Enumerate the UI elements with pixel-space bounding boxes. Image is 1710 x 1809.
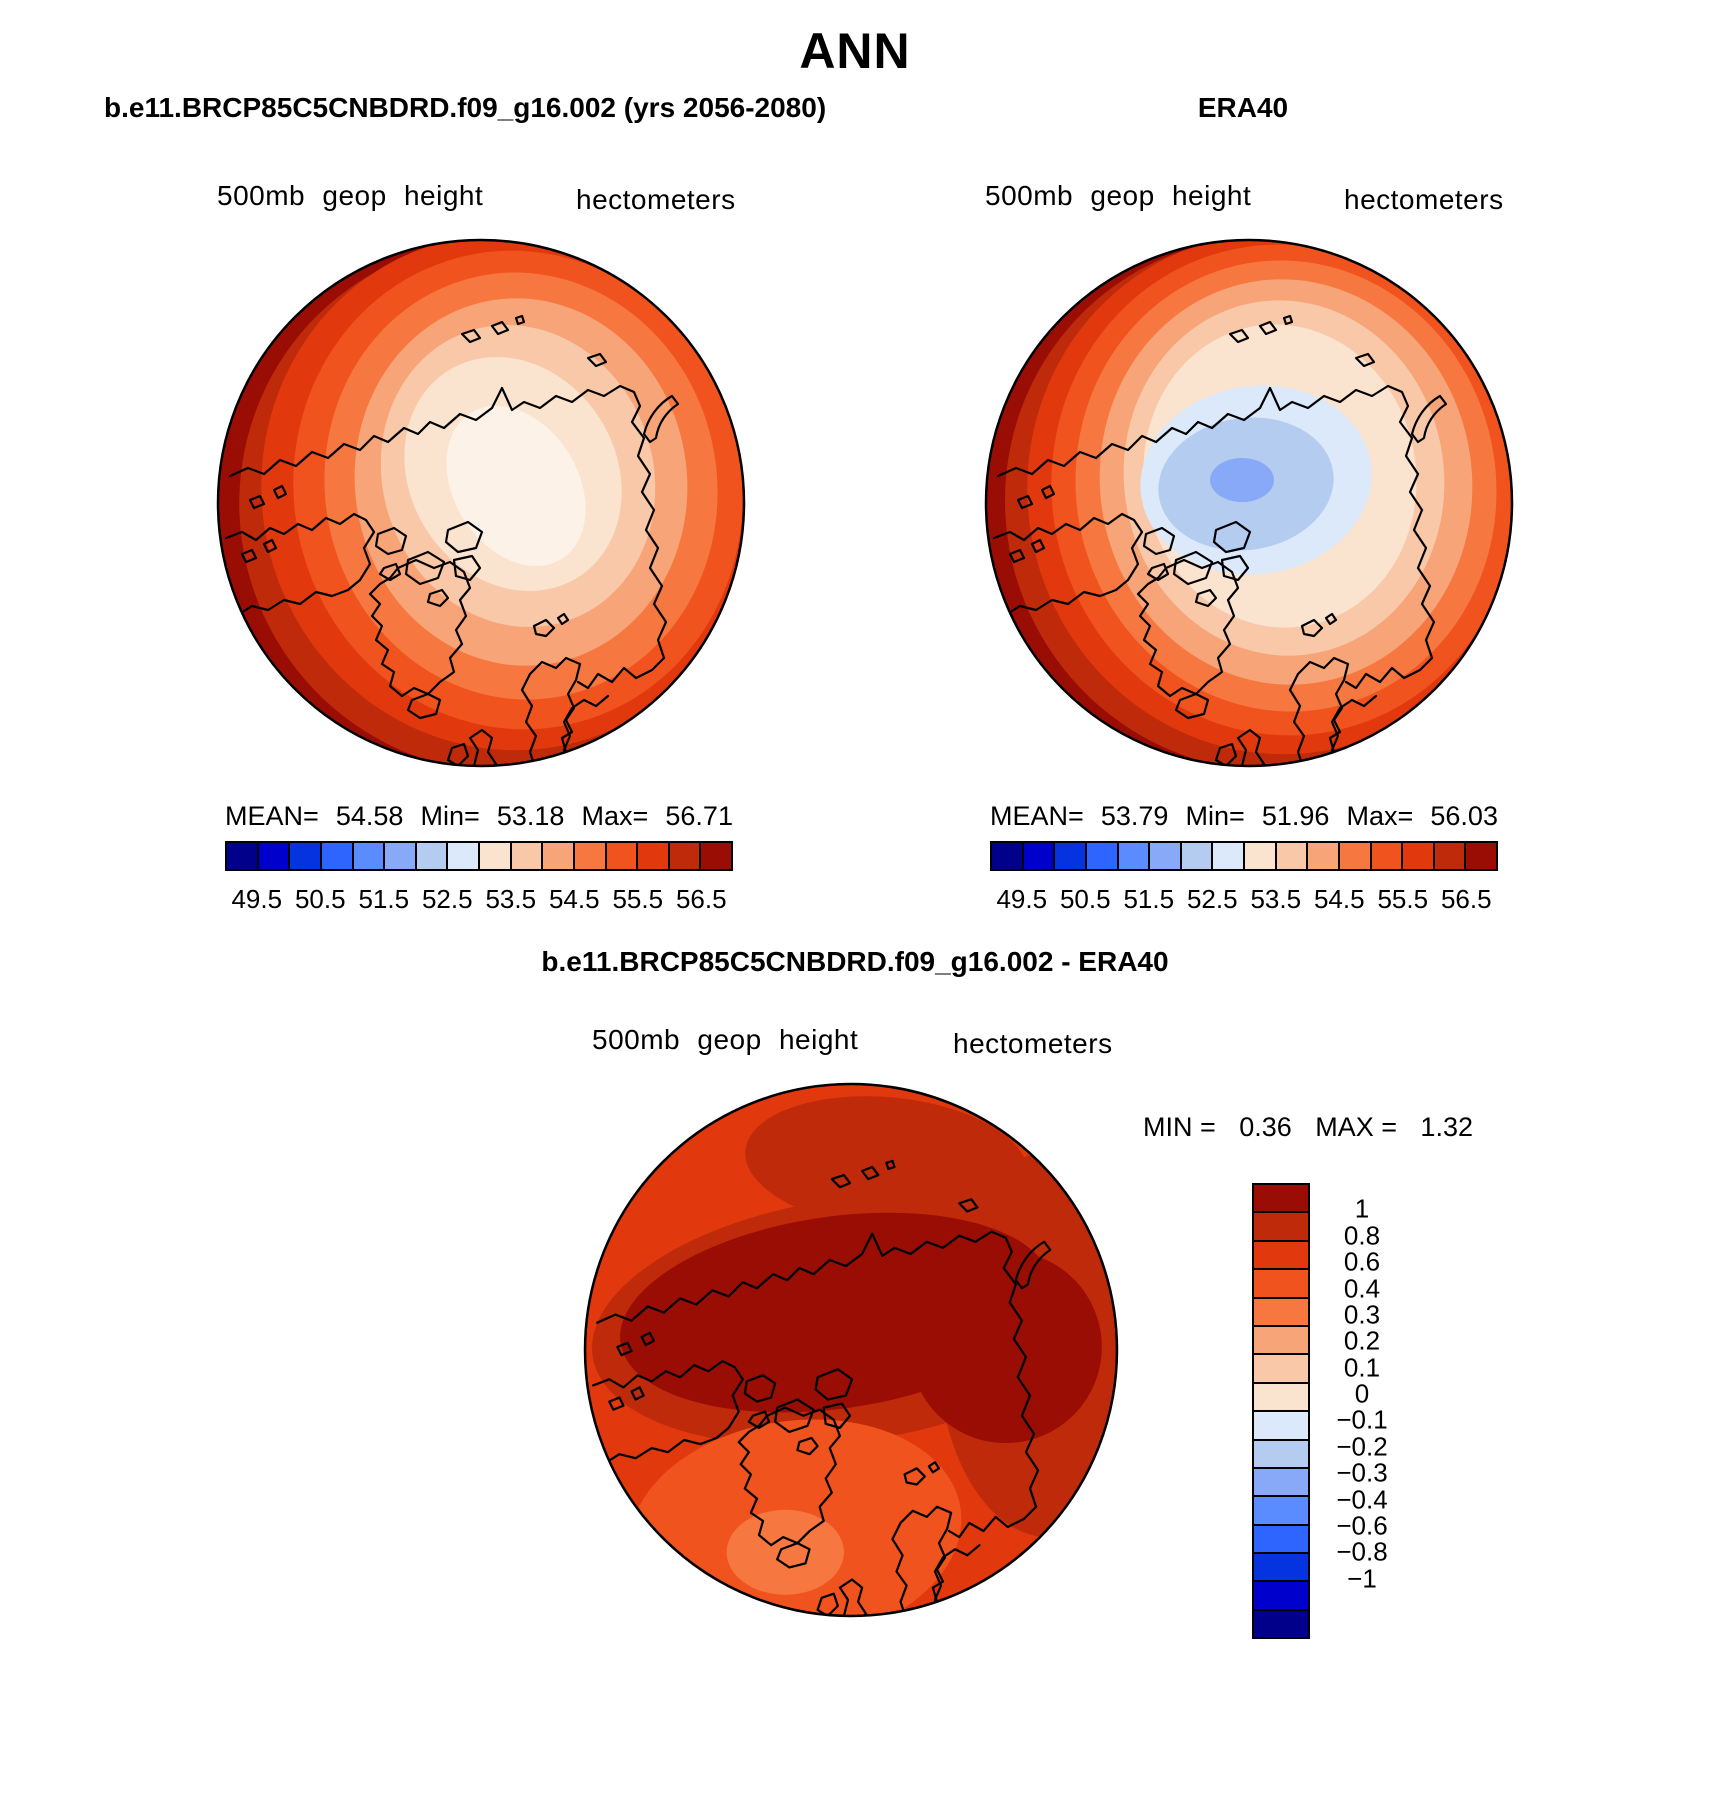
colorbar-tick-label: −0.8 xyxy=(1336,1536,1388,1567)
page-title: ANN xyxy=(799,23,911,79)
diff-field-label: 500mb geop height xyxy=(592,1024,859,1055)
colorbar-cell xyxy=(990,841,1024,871)
colorbar-cell xyxy=(288,841,322,871)
colorbar-cell xyxy=(1252,1609,1310,1639)
colorbar-cell xyxy=(541,841,575,871)
colorbar-tick-label: −0.2 xyxy=(1336,1431,1388,1462)
colorbar-cell xyxy=(1275,841,1309,871)
min-label: Min= xyxy=(420,801,480,831)
colorbar-tick-label: 55.5 xyxy=(612,884,664,914)
colorbar-cell xyxy=(1401,841,1435,871)
mean-label: MEAN= xyxy=(225,801,319,831)
colorbar-tick-label: 49.5 xyxy=(996,884,1048,914)
model-header: b.e11.BRCP85C5CNBDRD.f09_g16.002 (yrs 2056-2080) xyxy=(104,92,827,123)
colorbar-cell xyxy=(1306,841,1340,871)
colorbar-tick-label: 54.5 xyxy=(548,884,600,914)
colorbar-cell xyxy=(225,841,259,871)
era40-units-label: hectometers xyxy=(1344,184,1504,215)
max-label: Max= xyxy=(581,801,649,831)
colorbar-tick-label: 0.2 xyxy=(1343,1325,1381,1356)
colorbar-cell xyxy=(1338,841,1372,871)
colorbar-tick-label: 0.8 xyxy=(1343,1220,1381,1251)
colorbar-cell xyxy=(1022,841,1056,871)
era40-colorbar-ticks xyxy=(990,884,1498,914)
colorbar-cell xyxy=(605,841,639,871)
colorbar-cell xyxy=(1243,841,1277,871)
colorbar-cell xyxy=(1211,841,1245,871)
colorbar-cell xyxy=(383,841,417,871)
colorbar-tick-label: 56.5 xyxy=(1440,884,1492,914)
mean-label: MEAN= xyxy=(990,801,1084,831)
colorbar-tick-label: 52.5 xyxy=(1186,884,1238,914)
max-label: MAX = xyxy=(1315,1112,1397,1142)
min-value: 0.36 xyxy=(1239,1112,1292,1142)
colorbar-cell xyxy=(1433,841,1467,871)
era40-map-globe xyxy=(984,238,1514,768)
colorbar-tick-label: 53.5 xyxy=(485,884,537,914)
colorbar-tick-label: 51.5 xyxy=(1123,884,1175,914)
min-label: Min= xyxy=(1185,801,1245,831)
colorbar-tick-label: 54.5 xyxy=(1313,884,1365,914)
diff-colorbar-ticks xyxy=(1252,1183,1412,1605)
globe-era40-svg xyxy=(984,238,1514,768)
min-value: 51.96 xyxy=(1261,801,1330,831)
model-stats xyxy=(225,801,733,832)
model-colorbar-ticks xyxy=(225,884,733,914)
colorbar-cell xyxy=(446,841,480,871)
model-map-globe xyxy=(216,238,746,768)
min-label: MIN = xyxy=(1143,1112,1216,1142)
colorbar-tick-label: 56.5 xyxy=(675,884,727,914)
colorbar-tick-label: −0.4 xyxy=(1336,1484,1388,1514)
globe-model-svg xyxy=(216,238,746,768)
colorbar-tick-label: 0.1 xyxy=(1343,1352,1381,1383)
colorbar-tick-label: 50.5 xyxy=(1059,884,1111,914)
era40-header: ERA40 xyxy=(1197,92,1289,123)
colorbar-tick-label: 53.5 xyxy=(1250,884,1302,914)
colorbar-cell xyxy=(1148,841,1182,871)
colorbar-cell xyxy=(1117,841,1151,871)
colorbar-tick-label: 0.4 xyxy=(1343,1273,1381,1303)
colorbar-cell xyxy=(699,841,733,871)
colorbar-tick-label: 49.5 xyxy=(231,884,283,914)
globe-diff-svg xyxy=(583,1082,1119,1618)
colorbar-tick-label: −0.3 xyxy=(1336,1457,1388,1488)
colorbar-cell xyxy=(320,841,354,871)
contour-band xyxy=(910,1251,1102,1443)
era40-stats xyxy=(990,801,1498,832)
colorbar-cell xyxy=(1370,841,1404,871)
max-label: Max= xyxy=(1346,801,1414,831)
colorbar-cell xyxy=(352,841,386,871)
colorbar-cell xyxy=(636,841,670,871)
colorbar-cell xyxy=(1464,841,1498,871)
colorbar-cell xyxy=(415,841,449,871)
model-colorbar xyxy=(225,841,733,871)
model-field-label: 500mb geop height xyxy=(217,180,484,211)
colorbar-tick-label: 0 xyxy=(1354,1378,1370,1409)
colorbar-cell xyxy=(257,841,291,871)
colorbar-cell xyxy=(478,841,512,871)
colorbar-cell xyxy=(510,841,544,871)
colorbar-tick-label: 50.5 xyxy=(294,884,346,914)
era40-field-label: 500mb geop height xyxy=(985,180,1252,211)
mean-value: 53.79 xyxy=(1100,801,1169,831)
diff-units-label: hectometers xyxy=(953,1028,1113,1059)
model-units-label: hectometers xyxy=(576,184,736,215)
contour-band xyxy=(727,1510,844,1595)
era40-colorbar xyxy=(990,841,1498,871)
contour-band xyxy=(1210,458,1274,502)
colorbar-cell xyxy=(1053,841,1087,871)
colorbar-cell xyxy=(668,841,702,871)
min-value: 53.18 xyxy=(496,801,565,831)
colorbar-tick-label: 51.5 xyxy=(358,884,410,914)
colorbar-tick-label: 55.5 xyxy=(1377,884,1429,914)
colorbar-tick-label: 0.3 xyxy=(1343,1299,1381,1330)
colorbar-tick-label: −0.1 xyxy=(1336,1404,1388,1435)
colorbar-tick-label: −1 xyxy=(1347,1563,1377,1594)
colorbar-tick-label: 52.5 xyxy=(421,884,473,914)
diff-stats xyxy=(1143,1112,1473,1143)
colorbar-tick-label: −0.6 xyxy=(1336,1510,1388,1541)
colorbar-cell xyxy=(1180,841,1214,871)
max-value: 1.32 xyxy=(1420,1112,1473,1142)
colorbar-cell xyxy=(1085,841,1119,871)
colorbar-tick-label: 1 xyxy=(1354,1193,1370,1224)
max-value: 56.03 xyxy=(1430,801,1498,831)
diff-map-globe xyxy=(583,1082,1119,1618)
max-value: 56.71 xyxy=(665,801,733,831)
diff-header: b.e11.BRCP85C5CNBDRD.f09_g16.002 - ERA40 xyxy=(541,946,1169,977)
mean-value: 54.58 xyxy=(335,801,404,831)
colorbar-tick-label: 0.6 xyxy=(1343,1246,1381,1277)
colorbar-cell xyxy=(573,841,607,871)
